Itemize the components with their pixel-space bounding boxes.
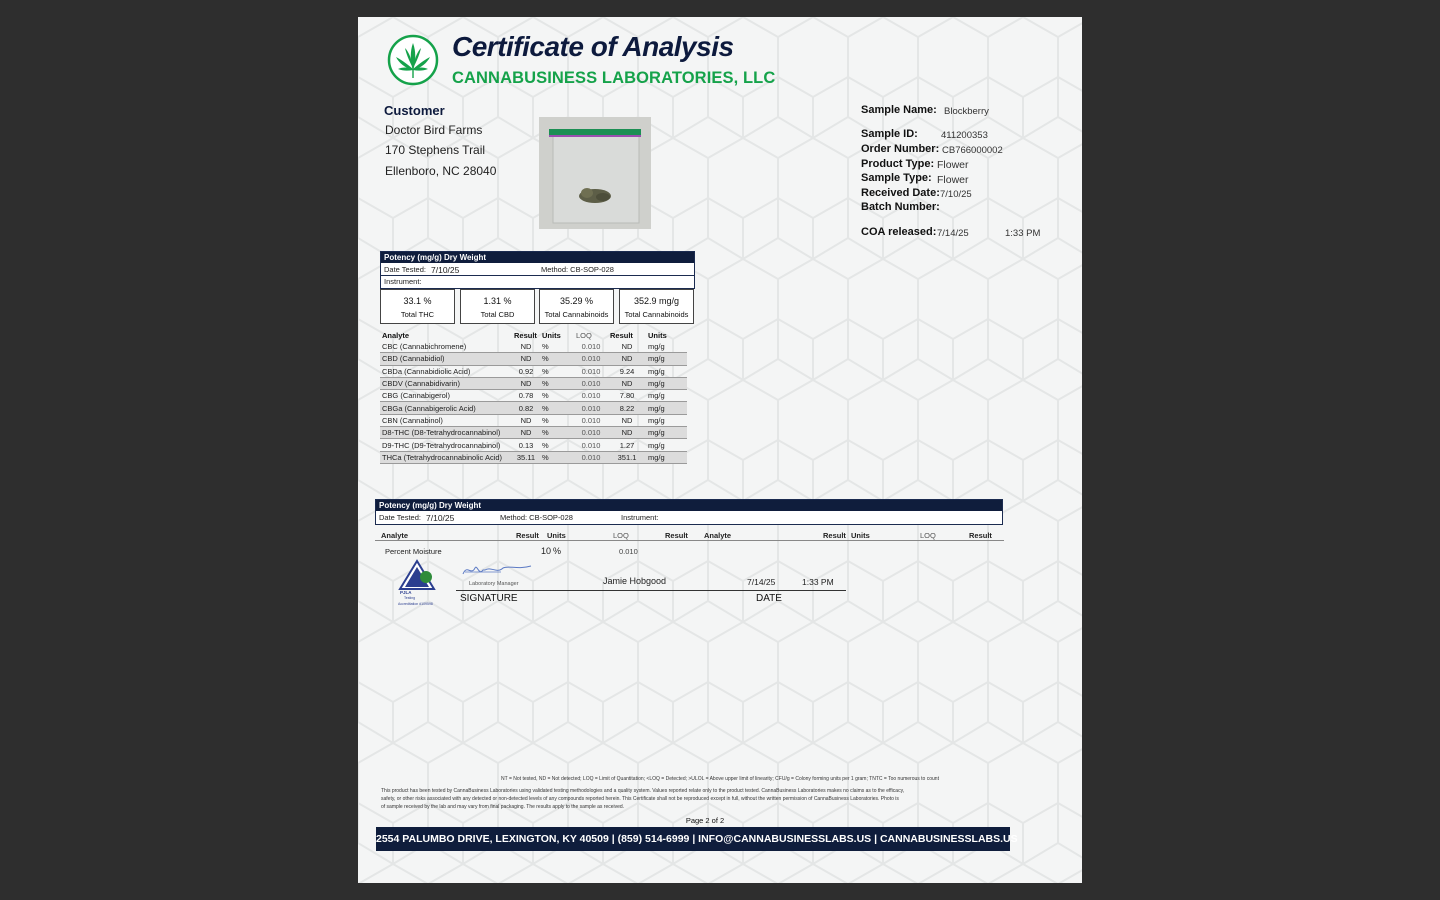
cell-analyte: CBGa (Cannabigerolic Acid): [380, 402, 512, 414]
coa-released-date: 7/14/25: [937, 228, 969, 239]
order-number-label: Order Number:: [861, 143, 940, 155]
cell-units2: mg/g: [646, 365, 687, 377]
cell-loq: 0.010: [574, 402, 608, 414]
sample-id-value: 411200353: [941, 130, 988, 141]
cell-loq: 0.010: [574, 439, 608, 451]
customer-heading: Customer: [384, 103, 445, 118]
moisture-result: 10: [541, 546, 552, 556]
pjla-number: Accreditation #109598: [398, 602, 433, 606]
moisture-header-box: [375, 499, 1003, 525]
cell-units: %: [540, 414, 574, 426]
disclaimer-line3: of sample received by the lab and may vary from final packaging. The results apply to the sample as received.: [381, 804, 625, 810]
moisture-col-result2: Result: [665, 531, 688, 540]
moisture-col-loq2: LOQ: [920, 531, 936, 540]
cell-loq: 0.010: [574, 390, 608, 402]
moisture-col-result3: Result: [823, 531, 846, 540]
potency-date-label: Date Tested:: [384, 265, 426, 274]
cell-units: %: [540, 353, 574, 365]
cell-units: %: [540, 365, 574, 377]
cell-units: %: [540, 377, 574, 389]
cell-loq: 0.010: [574, 377, 608, 389]
certificate-page: [358, 17, 1082, 883]
moisture-analyte: Percent Moisture: [385, 547, 442, 556]
moisture-col-analyte2: Analyte: [704, 531, 732, 540]
cell-loq: 0.010: [574, 341, 608, 353]
cell-units2: mg/g: [646, 390, 687, 402]
cell-units: %: [540, 451, 574, 463]
cell-analyte: D8-THC (D8-Tetrahydrocannabinol): [380, 427, 512, 439]
batch-number-label: Batch Number:: [861, 201, 940, 213]
sample-id-label: Sample ID:: [861, 128, 918, 140]
cell-loq: 0.010: [574, 427, 608, 439]
pjla-testing: Testing: [404, 596, 416, 600]
sample-type-label: Sample Type:: [861, 172, 932, 184]
cell-analyte: CBN (Cannabinol): [380, 414, 512, 426]
cell-analyte: CBDa (Cannabidiolic Acid): [380, 365, 512, 377]
cell-result: 35.11: [512, 451, 540, 463]
cell-units2: mg/g: [646, 427, 687, 439]
moisture-col-units2: Units: [851, 531, 870, 540]
cannabinoid-table: Analyte Result Units LOQ Result Units CBC (Cannabichromene) ND % 0.010 ND mg/g CBD (Cannabidiol) ND % 0.010 ND mg/g CBDa (Cannabidiolic Acid) 0.92 % 0.010 9.24 mg/g CBDV (Cannabidivarin) ND % 0.010 ND mg/g CBG (Cannabigerol) 0.78 % 0.010 7.80 mg/g CBGa (Cannabigerolic Acid) 0.82 % 0.010 8.22 mg/g CBN (Cannabinol) ND % 0.010 ND mg/g D8-THC (D8-Tetrahydrocannabinol) ND % 0.010 ND mg/g D9-THC (D9-Tetrahydrocannabinol) 0.13 % 0.010 1.27 mg/g THCa (Tetrahydrocannabinolic Acid) 35.11 % 0.010 351.1 mg/g: [380, 330, 687, 464]
moisture-instrument-label: Instrument:: [621, 513, 659, 522]
date-label: DATE: [756, 593, 782, 604]
signer-name: Jamie Hobgood: [603, 576, 667, 586]
cell-analyte: CBD (Cannabidiol): [380, 353, 512, 365]
cell-analyte: D9-THC (D9-Tetrahydrocannabinol): [380, 439, 512, 451]
document-title: Certificate of Analysis: [452, 31, 734, 62]
pjla-name: PJLA: [400, 590, 412, 595]
moisture-method: Method: CB-SOP-028: [500, 513, 573, 522]
cell-result2: 1.27: [608, 439, 646, 451]
table-row: [380, 377, 687, 389]
moisture-col-loq: LOQ: [613, 531, 629, 540]
sample-photo: [539, 117, 651, 229]
table-row: [380, 414, 687, 426]
page-number: Page 2 of 2: [685, 816, 725, 825]
sample-name-value: Blockberry: [944, 106, 989, 117]
cell-result: 0.13: [512, 439, 540, 451]
moisture-units: %: [553, 546, 562, 556]
summary-total-cannabinoids-mg: 352.9 mg/g Total Cannabinoids: [619, 289, 694, 324]
product-type-value: Flower: [937, 159, 969, 171]
summary-total-thc: 33.1 % Total THC: [380, 289, 455, 324]
cell-result: 0.92: [512, 365, 540, 377]
cell-result2: ND: [608, 377, 646, 389]
contact-footer-bar: 2554 PALUMBO DRIVE, LEXINGTON, KY 40509 | (859) 514-6999 | INFO@CANNABUSINESSLABS.US | CANNABUSINESSLABS.US: [376, 827, 1010, 851]
cannabis-leaf-icon: [386, 33, 440, 87]
received-date-value: 7/10/25: [940, 189, 972, 200]
potency-date-value: 7/10/25: [431, 265, 460, 275]
moisture-date-value: 7/10/25: [426, 513, 455, 523]
coa-released-label: COA released:: [861, 226, 937, 238]
cell-result: ND: [512, 427, 540, 439]
cell-result2: 8.22: [608, 402, 646, 414]
product-type-label: Product Type:: [861, 158, 935, 170]
cell-units: %: [540, 427, 574, 439]
table-row: [380, 451, 687, 463]
cell-result: 0.82: [512, 402, 540, 414]
cell-units2: mg/g: [646, 414, 687, 426]
received-date-label: Received Date:: [861, 187, 940, 199]
coa-released-time: 1:33 PM: [1005, 228, 1041, 239]
cell-units2: mg/g: [646, 439, 687, 451]
cell-result2: 7.80: [608, 390, 646, 402]
cell-result: 0.78: [512, 390, 540, 402]
company-name: CANNABUSINESS LABORATORIES, LLC: [452, 69, 776, 87]
disclaimer-line2: safety, or other risks associated with any detected or non-detected levels of any compounds reported herein. This Certificate shall not be reproduced except in full, without the written permission of CannaBusiness Laboratories. Photo is: [381, 796, 899, 802]
cell-analyte: CBG (Cannabigerol): [380, 390, 512, 402]
potency-method: Method: CB-SOP-028: [541, 265, 614, 274]
cell-units: %: [540, 390, 574, 402]
sample-name-label: Sample Name:: [861, 104, 937, 116]
moisture-col-units: Units: [547, 531, 566, 540]
summary-total-cannabinoids-percent: 35.29 % Total Cannabinoids: [539, 289, 614, 324]
cell-result2: ND: [608, 414, 646, 426]
cell-loq: 0.010: [574, 414, 608, 426]
cell-result2: ND: [608, 427, 646, 439]
cell-loq: 0.010: [574, 365, 608, 377]
cell-result: ND: [512, 353, 540, 365]
cell-units2: mg/g: [646, 353, 687, 365]
cell-result: ND: [512, 377, 540, 389]
customer-name: Doctor Bird Farms: [385, 123, 483, 137]
cell-units: %: [540, 439, 574, 451]
manager-role: Laboratory Manager: [469, 581, 519, 587]
moisture-col-analyte: Analyte: [381, 531, 409, 540]
potency-instrument-label: Instrument:: [384, 277, 422, 286]
potency-header-box: [380, 251, 695, 289]
cell-loq: 0.010: [574, 451, 608, 463]
cell-result: ND: [512, 341, 540, 353]
manager-signature-image: [461, 562, 533, 580]
customer-address-line2: Ellenboro, NC 28040: [385, 164, 497, 178]
table-row: [380, 390, 687, 402]
cell-units: %: [540, 402, 574, 414]
cell-units2: mg/g: [646, 377, 687, 389]
cell-units2: mg/g: [646, 451, 687, 463]
disclaimer-line1: This product has been tested by CannaBusiness Laboratories using validated testing methodologies and a quality system. Values reported relate only to the product tested. CannaBusiness Laboratories makes no claims as to the efficacy,: [381, 788, 905, 794]
table-row: [380, 353, 687, 365]
cell-analyte: THCa (Tetrahydrocannabinolic Acid): [380, 451, 512, 463]
summary-total-cbd: 1.31 % Total CBD: [460, 289, 535, 324]
table-row: [380, 365, 687, 377]
cell-result2: 351.1: [608, 451, 646, 463]
cell-loq: 0.010: [574, 353, 608, 365]
sample-type-value: Flower: [937, 174, 969, 186]
cell-result2: ND: [608, 341, 646, 353]
cell-result: ND: [512, 414, 540, 426]
potency-heading: Potency (mg/g) Dry Weight: [381, 252, 694, 263]
cell-analyte: CBC (Cannabichromene): [380, 341, 512, 353]
abbreviation-legend: NT = Not tested, ND = Not detected; LOQ = Limit of Quantitation; <LOQ = Detected; >ULOL = Above upper limit of linearity; CFU/g = Colony forming units per 1 gram; TNTC = Too numerous to count: [501, 776, 939, 782]
table-row: [380, 341, 687, 353]
moisture-col-result4: Result: [969, 531, 992, 540]
cell-units2: mg/g: [646, 402, 687, 414]
order-number-value: CB766000002: [942, 145, 1003, 156]
moisture-date-label: Date Tested:: [379, 513, 421, 522]
customer-address-line1: 170 Stephens Trail: [385, 143, 486, 157]
signature-label: SIGNATURE: [460, 593, 518, 604]
moisture-loq: 0.010: [619, 547, 638, 556]
table-row: [380, 427, 687, 439]
cell-result2: ND: [608, 353, 646, 365]
table-row: [380, 402, 687, 414]
signature-date: 7/14/25: [747, 577, 776, 587]
cell-units2: mg/g: [646, 341, 687, 353]
signature-line: [456, 590, 846, 591]
table-row: [380, 439, 687, 451]
cell-units: %: [540, 341, 574, 353]
signature-time: 1:33 PM: [802, 577, 834, 587]
cell-result2: 9.24: [608, 365, 646, 377]
moisture-heading: Potency (mg/g) Dry Weight: [376, 500, 1002, 511]
cell-analyte: CBDV (Cannabidivarin): [380, 377, 512, 389]
moisture-col-result: Result: [516, 531, 539, 540]
